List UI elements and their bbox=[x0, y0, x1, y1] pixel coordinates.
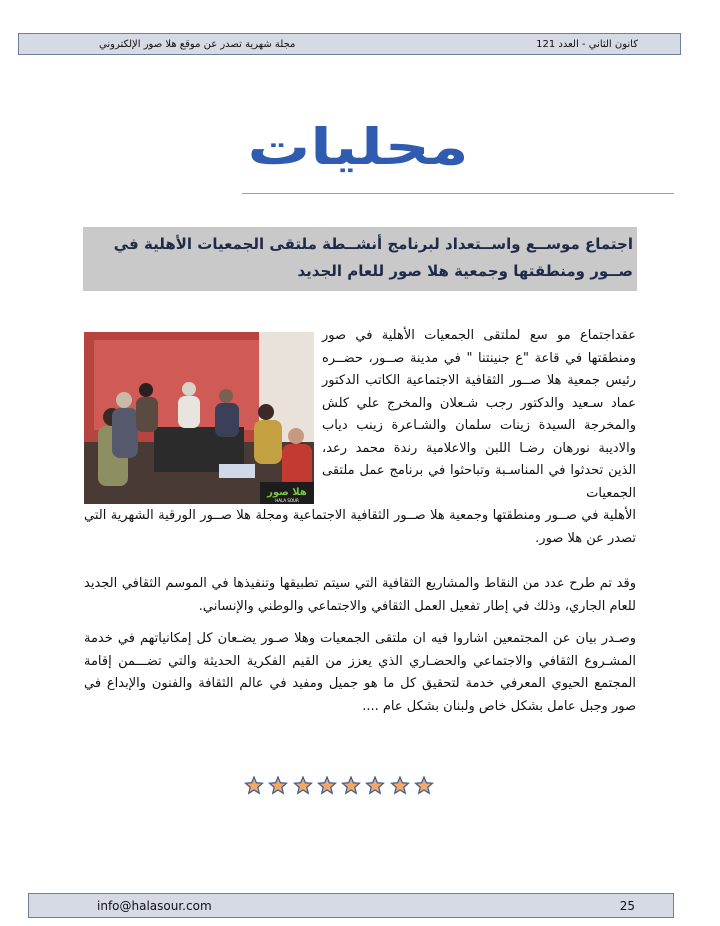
issue-label: كانون الثاني - العدد 121 bbox=[536, 39, 638, 50]
star-icon bbox=[341, 776, 361, 796]
star-divider bbox=[244, 776, 434, 798]
star-icon bbox=[317, 776, 337, 796]
photo-logo-text: هلا صور bbox=[267, 487, 307, 498]
header-bar bbox=[18, 33, 681, 55]
section-logo bbox=[247, 112, 469, 182]
star-icon bbox=[390, 776, 410, 796]
footer-email[interactable]: info@halasour.com bbox=[97, 899, 212, 913]
star-icon bbox=[365, 776, 385, 796]
section-title: محليات bbox=[247, 118, 469, 176]
title-rule bbox=[242, 193, 674, 194]
paragraph-1-continued: الأهلية في صــور ومنطقتها وجمعية هلا صــور الثقافية الاجتماعية ومجلة هلا صــور الورقية الشهرية التي تصدر عن هلا صور. bbox=[84, 508, 636, 546]
footer-bar bbox=[28, 893, 674, 918]
star-icon bbox=[268, 776, 288, 796]
paragraph-1: عقداجتماع مو سع لملتقى الجمعيات الأهلية في صور ومنطقتها في قاعة "ع جنينتنا " في مدينة صــور، حضــره رئيس جمعية هلا صــور الثقافية الاجتماعية الكاتب الدكتور عماد سـعيد والدكتور رجب شـعلان والمخرج علي كلش والمخرجة السيدة زينات سلمان والشـاعرة زينب دياب والاديبة نورهان رضـا اللبن والاعلامية رندة محمد رعد، الذين تحدثوا في المناسـبة وتباحثوا في برنامج عمل ملتقى الجمعيات bbox=[322, 328, 636, 501]
article-headline: اجتماع موســع واســتعداد لبرنامج أنشــطة ملتقى الجمعيات الأهلية في صــور ومنطقتها وجمعية هلا صور للعام الجديد bbox=[83, 227, 637, 291]
paragraph-3: وصـدر بيان عن المجتمعين اشاروا فيه ان ملتقى الجمعيات وهلا صـور يضـعان كل إمكانياتهم في خدمة المشـروع الثقافي والاجتماعي والحضـاري الذي يعزز من القيم الفكرية الحديثة والتي تضـــمن إقامة المجتمع الحيوي المعرفي خدمة لتحقيق كل ما هو جميل ومفيد في عالم الثقافة والفنون والإبداع في صور وجبل عامل بشكل خاص ولبنان بشكل عام .... bbox=[84, 631, 636, 714]
meeting-photo bbox=[84, 332, 314, 504]
paragraph-2: وقد تم طرح عدد من النقاط والمشاريع الثقافية التي سيتم تطبيقها وتنفيذها في الموسم الثقافي الجديد للعام الجاري، وذلك في إطار تفعيل العمل الثقافي والاجتماعي والوطني والإنساني. bbox=[84, 576, 636, 614]
star-icon bbox=[293, 776, 313, 796]
magazine-label: مجلة شهرية تصدر عن موقع هلا صور الإلكتروني bbox=[99, 39, 296, 50]
meeting-photo-illustration bbox=[84, 332, 314, 504]
star-icon bbox=[244, 776, 264, 796]
photo-logo-sub: HALA SOUR bbox=[275, 498, 299, 503]
page-number: 25 bbox=[619, 899, 635, 913]
star-icon bbox=[414, 776, 434, 796]
